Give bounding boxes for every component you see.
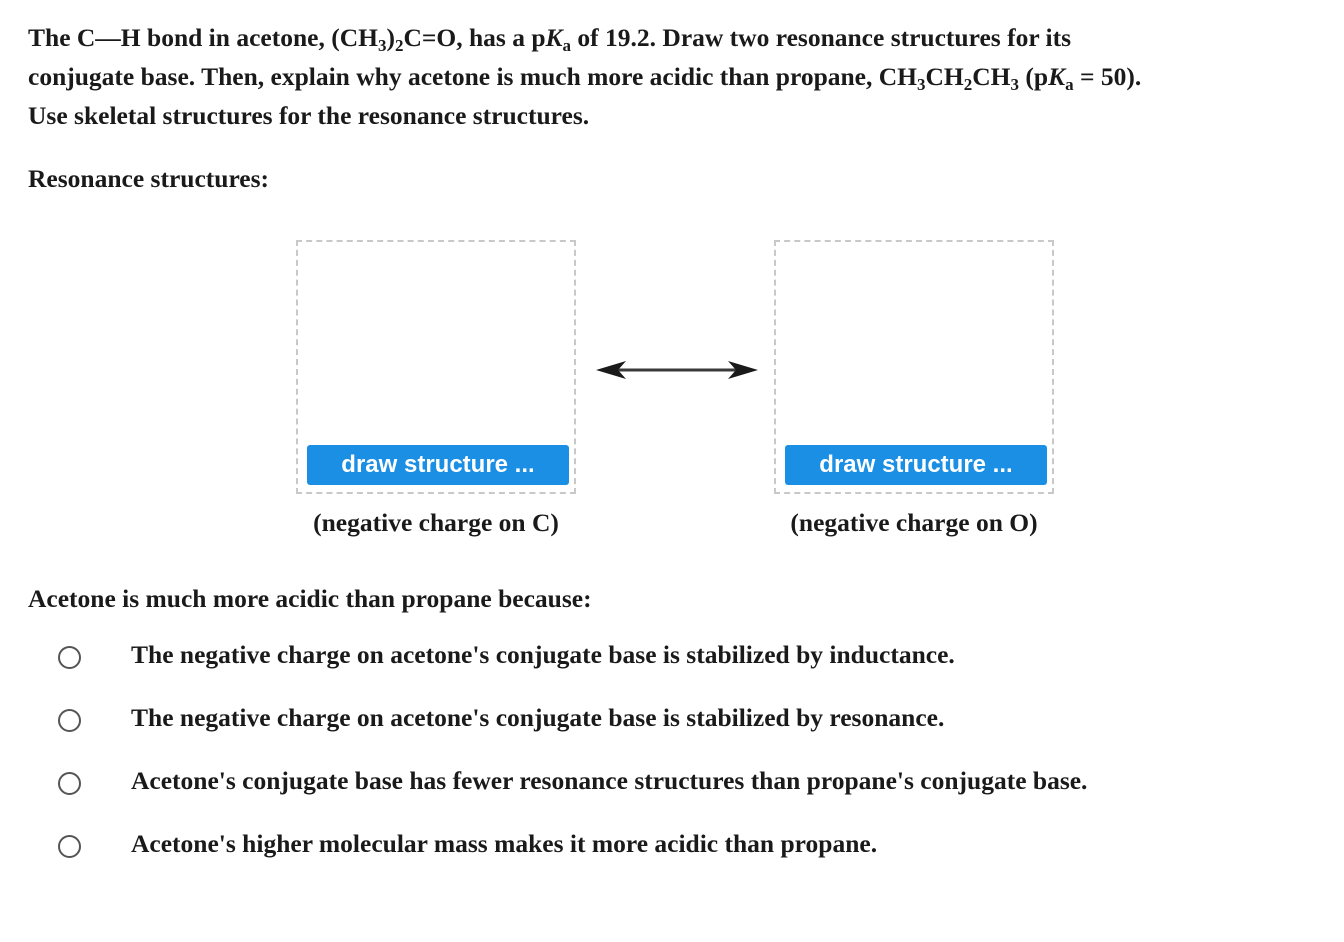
mc-option-4[interactable] xyxy=(58,829,1328,869)
structure-drawing-area-1[interactable] xyxy=(296,240,576,494)
draw-structure-button-1[interactable]: draw structure ... xyxy=(307,445,569,485)
radio-button[interactable] xyxy=(58,772,81,795)
draw-structure-button-2[interactable]: draw structure ... xyxy=(785,445,1047,485)
structure-caption-1: (negative charge on C) xyxy=(313,508,559,537)
mc-option-2[interactable] xyxy=(58,703,1328,743)
question-line-1: The C—H bond in acetone, $(CH_3)_2C=O$, has a $pK_a$ of 19.2. Draw two resonance structures for its xyxy=(28,23,1072,55)
mc-prompt: Acetone is much more acidic than propane because: xyxy=(28,584,592,613)
mc-option-1[interactable] xyxy=(58,640,1328,680)
mc-option-label: Acetone's higher molecular mass makes it more acidic than propane. xyxy=(131,829,878,858)
mc-option-label: Acetone's conjugate base has fewer resonance structures than propane's conjugate base. xyxy=(131,766,1088,795)
resonance-structures-label: Resonance structures: xyxy=(28,164,270,193)
radio-button[interactable] xyxy=(58,835,81,858)
question-line-2: conjugate base. Then, explain why acetone is much more acidic than propane, $CH_3CH_2CH_3$ $(pK_a = 50)$. xyxy=(28,62,1142,94)
double-headed-arrow-icon xyxy=(594,357,760,383)
structure-drawing-area-2[interactable] xyxy=(774,240,1054,494)
mc-option-label: The negative charge on acetone's conjugate base is stabilized by inductance. xyxy=(131,640,955,669)
mc-option-label: The negative charge on acetone's conjugate base is stabilized by resonance. xyxy=(131,703,945,732)
question-text xyxy=(28,18,1328,135)
radio-button[interactable] xyxy=(58,709,81,732)
radio-button[interactable] xyxy=(58,646,81,669)
mc-option-3[interactable] xyxy=(58,766,1328,806)
question-line-3: Use skeletal structures for the resonance structures. xyxy=(28,101,590,130)
structure-caption-2: (negative charge on O) xyxy=(790,508,1038,537)
